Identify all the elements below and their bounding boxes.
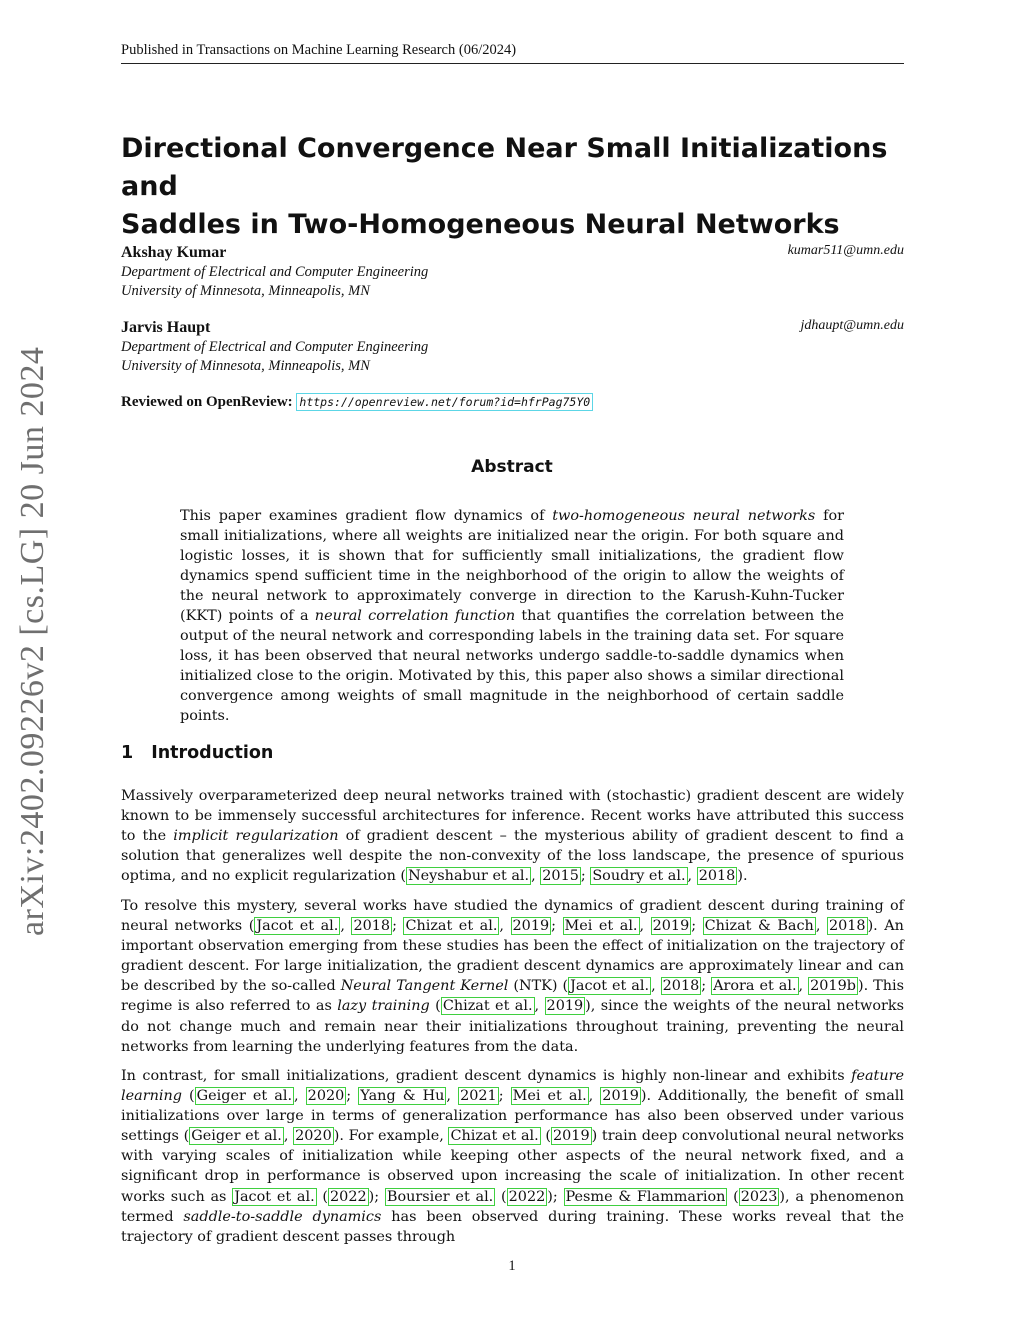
citation-link[interactable]: 2022	[330, 1188, 367, 1205]
author-university: University of Minnesota, Minneapolis, MN	[121, 283, 370, 299]
citation-link[interactable]: Neyshabur et al.	[408, 868, 530, 885]
page-number: 1	[508, 1258, 516, 1274]
citation-link[interactable]: Yang & Hu	[360, 1088, 445, 1105]
citation-link[interactable]: 2019	[652, 918, 690, 935]
title-line-1: Directional Convergence Near Small Initializations and	[121, 133, 888, 202]
openreview-link[interactable]: https://openreview.net/forum?id=hfrPag75Y0	[296, 393, 593, 411]
citation-link[interactable]: Soudry et al.	[592, 868, 686, 885]
arxiv-stamp: arXiv:2402.09226v2 [cs.LG] 20 Jun 2024	[14, 346, 51, 936]
citation-link[interactable]: Pesme & Flammarion	[565, 1188, 726, 1205]
citation-link[interactable]: 2018	[662, 978, 700, 995]
citation-link[interactable]: 2018	[353, 918, 391, 935]
paragraph: In contrast, for small initializations, gradient descent dynamics is highly non-linear and exhibits feature learning ( Geiger et al. , 2020 ; Yang & Hu , 2021 ; Mei et al. , 2019 ). Additionally, the benefit of small initializations over large in terms of generalization performance has also been observed under various settings ( Geiger et al. , 2020 ). For example, Chizat et al. ( 2019 ) train deep convolutional neural networks with varying scales of initialization while keeping other aspects of the neural network fixed, and a significant drop in performance is observed upon increasing the scale of initialization. In other recent works such as Jacot et al. ( 2022 ); Boursier et al. ( 2022 ); Pesme & Flammarion ( 2023 ), a phenomenon termed saddle-to-saddle dynamics has been observed during training. These works reveal that the trajectory of gradient descent passes through	[121, 1068, 904, 1245]
author-department: Department of Electrical and Computer Engineering	[121, 339, 429, 355]
section-title: Introduction	[151, 743, 274, 763]
citation-link[interactable]: Jacot et al.	[570, 978, 650, 995]
author-block	[121, 318, 904, 376]
citation-link[interactable]: 2015	[542, 868, 579, 885]
title-line-2: Saddles in Two-Homogeneous Neural Networks	[121, 209, 840, 240]
header-rule	[121, 63, 904, 64]
citation-link[interactable]: Jacot et al.	[234, 1188, 315, 1205]
citation-link[interactable]: Mei et al.	[512, 1088, 587, 1105]
review-label: Reviewed on OpenReview:	[121, 394, 293, 410]
paper-title	[121, 130, 911, 244]
author-name: Jarvis Haupt	[121, 319, 211, 336]
author-email[interactable]: kumar511@umn.edu	[787, 243, 904, 258]
citation-link[interactable]: 2020	[307, 1088, 345, 1105]
author-block	[121, 243, 904, 301]
citation-link[interactable]: Chizat & Bach	[704, 918, 814, 935]
citation-link[interactable]: 2019	[546, 998, 584, 1015]
author-department: Department of Electrical and Computer Engineering	[121, 264, 429, 280]
citation-link[interactable]: 2022	[508, 1188, 546, 1205]
citation-link[interactable]: 2018	[828, 918, 866, 935]
citation-link[interactable]: 2018	[698, 868, 736, 885]
citation-link[interactable]: 2019	[602, 1088, 639, 1105]
citation-link[interactable]: Geiger et al.	[196, 1088, 293, 1105]
journal-header: Published in Transactions on Machine Learning Research (06/2024)	[121, 42, 517, 58]
citation-link[interactable]: 2019	[512, 918, 550, 935]
openreview-line	[121, 393, 593, 411]
abstract-text: This paper examines gradient flow dynamics of two-homogeneous neural networks for small initializations, where all weights are initialized near the origin. For both square and logistic losses, it is shown that for sufficiently small initializations, the gradient flow dynamics spend sufficient time in the neighborhood of the origin to allow the weights of the neural network to approximately converge in direction to the Karush-Kuhn-Tucker (KKT) points of a neural correlation function that quantifies the correlation between the output of the neural network and corresponding labels in the training data set. For square loss, it has been observed that neural networks undergo saddle-to-saddle dynamics when initialized close to the origin. Motivated by this, this paper also shows a similar directional convergence among weights of small magnitude in the neighborhood of certain saddle points.	[180, 508, 844, 724]
citation-link[interactable]: 2019	[553, 1128, 590, 1145]
citation-link[interactable]: 2023	[740, 1188, 778, 1205]
section-heading	[121, 743, 273, 763]
citation-link[interactable]: Geiger et al.	[191, 1128, 282, 1145]
citation-link[interactable]: Arora et al.	[713, 978, 797, 995]
paragraph: To resolve this mystery, several works have studied the dynamics of gradient descent during training of neural networks ( Jacot et al. , 2018 ; Chizat et al. , 2019 ; Mei et al. , 2019 ; Chizat & Bach , 2018 ). An important observation emerging from these studies has been the effect of initialization on the trajectory of gradient descent. For large initialization, the gradient descent dynamics are approximately linear and can be described by the so-called Neural Tangent Kernel (NTK) ( Jacot et al. , 2018 ; Arora et al. , 2019b ). This regime is also referred to as lazy training ( Chizat et al. , 2019 ), since the weights of the neural networks do not change much and remain near their initializations throughout training, preventing the neural networks from learning the underlying features from the data.	[121, 898, 905, 1055]
citation-link[interactable]: 2021	[460, 1088, 497, 1105]
citation-link[interactable]: 2020	[295, 1128, 332, 1145]
author-university: University of Minnesota, Minneapolis, MN	[121, 358, 370, 374]
section-number: 1	[121, 743, 134, 763]
citation-link[interactable]: Chizat et al.	[450, 1128, 539, 1145]
abstract-heading: Abstract	[471, 457, 553, 477]
author-email[interactable]: jdhaupt@umn.edu	[800, 318, 904, 333]
citation-link[interactable]: Chizat et al.	[442, 998, 533, 1015]
citation-link[interactable]: Chizat et al.	[405, 918, 498, 935]
citation-link[interactable]: Mei et al.	[564, 918, 638, 935]
citation-link[interactable]: Boursier et al.	[386, 1188, 494, 1205]
paragraph: Massively overparameterized deep neural networks trained with (stochastic) gradient descent are widely known to be immensely successful architectures for inference. Recent works have attributed this success to the implicit regularization of gradient descent – the mysterious ability of gradient descent to find a solution that generalizes well despite the non-convexity of the loss landscape, the presence of spurious optima, and no explicit regularization ( Neyshabur et al. , 2015 ; Soudry et al. , 2018 ).	[121, 788, 905, 885]
author-name: Akshay Kumar	[121, 244, 227, 261]
citation-link[interactable]: Jacot et al.	[256, 918, 339, 935]
citation-link[interactable]: 2019b	[810, 978, 856, 995]
